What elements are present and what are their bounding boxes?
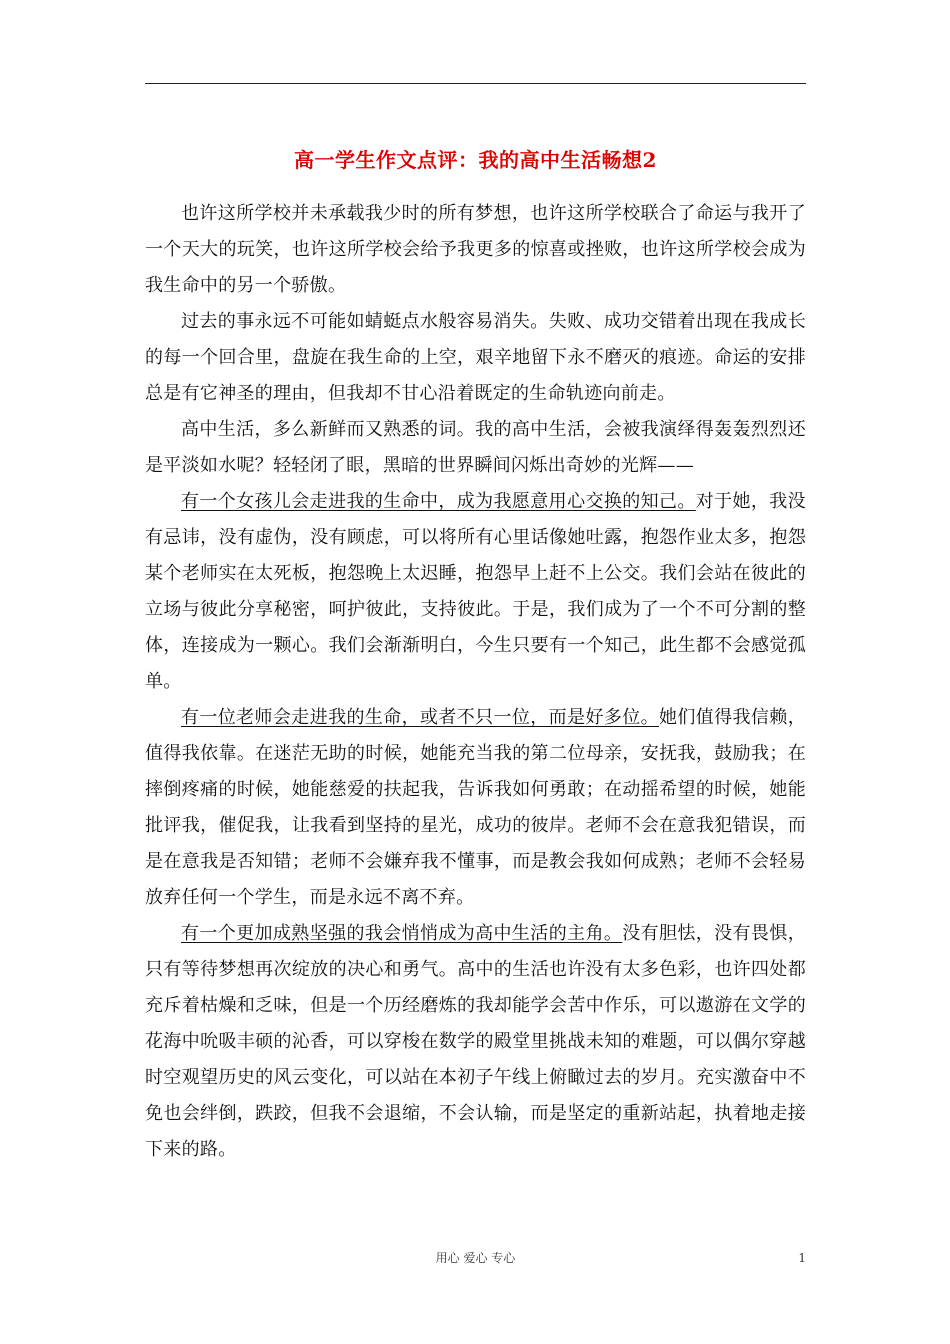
paragraph-2 bbox=[145, 304, 806, 412]
footer-motto: 用心 爱心 专心 bbox=[435, 1251, 516, 1265]
paragraph-3-text: 高中生活，多么新鲜而又熟悉的词。我的高中生活，会被我演绎得轰轰烈烈还是平淡如水呢？轻轻闭了眼，黑暗的世界瞬间闪烁出奇妙的光辉—— bbox=[145, 419, 806, 476]
paragraph-4-underlined: 有一个女孩儿会走进我的生命中，成为我愿意用心交换的知己。 bbox=[181, 491, 696, 512]
paragraph-6-underlined: 有一个更加成熟坚强的我会悄悄成为高中生活的主角。 bbox=[181, 923, 623, 944]
document-title: 高一学生作文点评：我的高中生活畅想2 bbox=[294, 148, 657, 172]
paragraph-3 bbox=[145, 412, 806, 484]
header-rule bbox=[145, 83, 806, 84]
paragraph-1-text: 也许这所学校并未承载我少时的所有梦想，也许这所学校联合了命运与我开了一个天大的玩笑，也许这所学校会给予我更多的惊喜或挫败，也许这所学校会成为我生命中的另一个骄傲。 bbox=[145, 203, 806, 296]
paragraph-1 bbox=[145, 196, 806, 304]
paragraph-6-text: 没有胆怯，没有畏惧，只有等待梦想再次绽放的决心和勇气。高中的生活也许没有太多色彩，也许四处都充斥着枯燥和乏味，但是一个历经磨炼的我却能学会苦中作乐，可以遨游在文学的花海中吮吸丰硕的沁香，可以穿梭在数学的殿堂里挑战未知的难题，可以偶尔穿越时空观望历史的风云变化，可以站在本初子午线上俯瞰过去的岁月。充实激奋中不免也会绊倒，跌跤，但我不会退缩，不会认输，而是坚定的重新站起，执着地走接下来的路。 bbox=[145, 923, 806, 1160]
paragraph-5 bbox=[145, 700, 806, 916]
paragraph-6 bbox=[145, 916, 806, 1168]
document-body bbox=[145, 196, 806, 1168]
paragraph-5-underlined: 有一位老师会走进我的生命，或者不只一位，而是好多位。 bbox=[181, 707, 659, 728]
paragraph-2-text: 过去的事永远不可能如蜻蜓点水般容易消失。失败、成功交错着出现在我成长的每一个回合里，盘旋在我生命的上空，艰辛地留下永不磨灭的痕迹。命运的安排总是有它神圣的理由，但我却不甘心沿着既定的生命轨迹向前走。 bbox=[145, 311, 806, 404]
paragraph-5-text: 她们值得我信赖，值得我依靠。在迷茫无助的时候，她能充当我的第二位母亲，安抚我，鼓励我；在摔倒疼痛的时候，她能慈爱的扶起我，告诉我如何勇敢；在动摇希望的时候，她能批评我，催促我，让我看到坚持的星光，成功的彼岸。老师不会在意我犯错误，而是在意我是否知错；老师不会嫌弃我不懂事，而是教会我如何成熟；老师不会轻易放弃任何一个学生，而是永远不离不弃。 bbox=[145, 707, 806, 908]
paragraph-4-text: 对于她，我没有忌讳，没有虚伪，没有顾虑，可以将所有心里话像她吐露，抱怨作业太多，抱怨某个老师实在太死板，抱怨晚上太迟睡，抱怨早上赶不上公交。我们会站在彼此的立场与彼此分享秘密，呵护彼此，支持彼此。于是，我们成为了一个不可分割的整体，连接成为一颗心。我们会渐渐明白，今生只要有一个知己，此生都不会感觉孤单。 bbox=[145, 491, 806, 692]
page-number: 1 bbox=[798, 1251, 806, 1265]
paragraph-4 bbox=[145, 484, 806, 700]
